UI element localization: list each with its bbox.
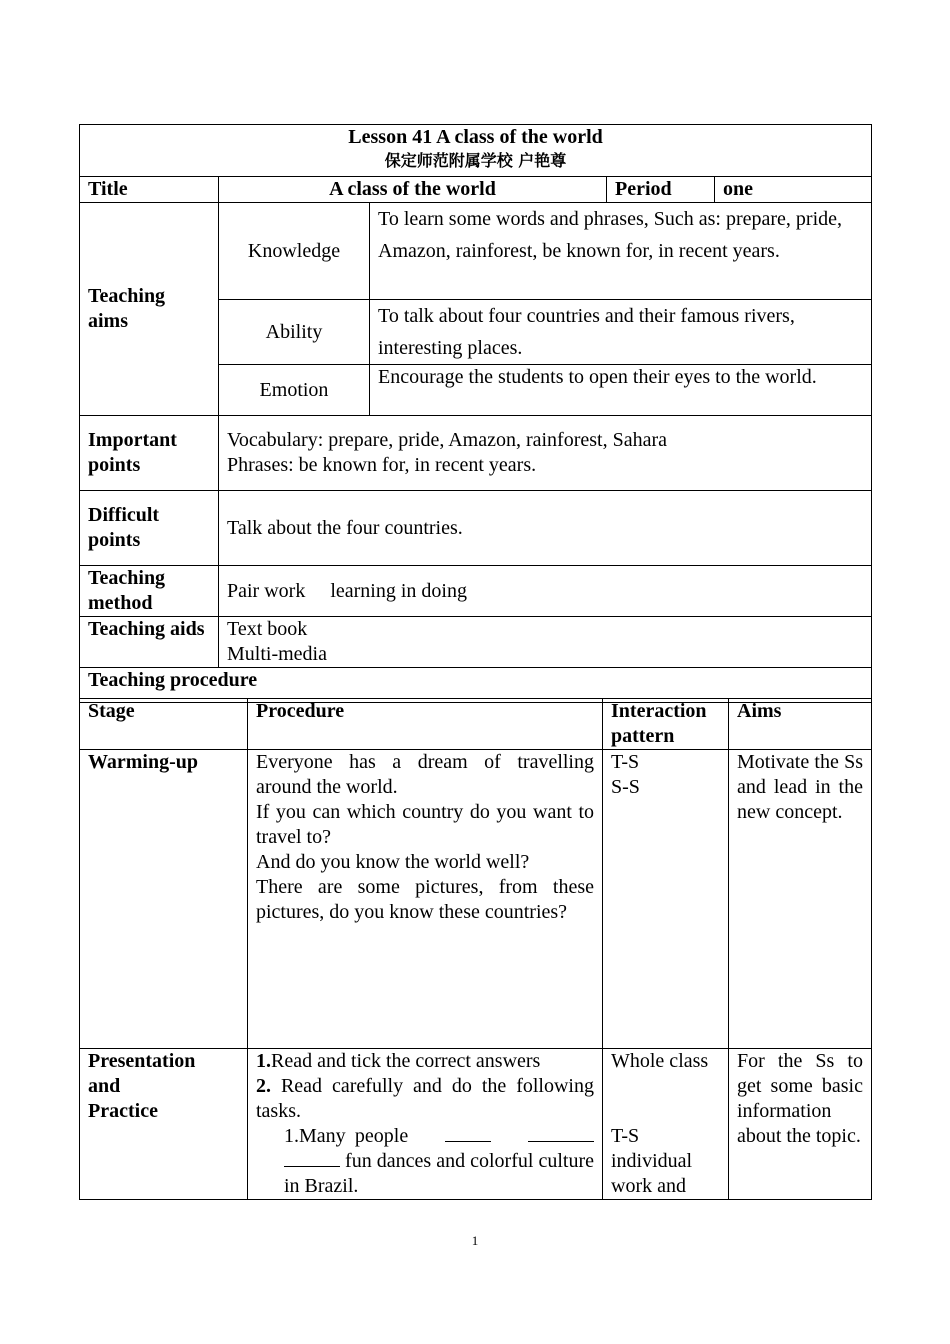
warmup-line: There are some pictures, from these pictures, do you know these countries? xyxy=(256,876,594,923)
teaching-method-text: Pair work learning in doing xyxy=(219,566,872,617)
warmup-line: Everyone has a dream of travelling around the world. xyxy=(256,751,594,798)
teaching-aids-text xyxy=(219,617,872,668)
presentation-aims: For the Ss to get some basic information about the topic. xyxy=(729,1049,872,1200)
step-2 xyxy=(256,1074,594,1124)
warmup-aims: Motivate the Ss and lead in the new concept. xyxy=(729,750,872,1049)
important-vocabulary: Vocabulary: prepare, pride, Amazon, rainforest, Sahara xyxy=(227,429,668,451)
difficult-points-label: Difficult points xyxy=(80,491,219,566)
page-number: 1 xyxy=(471,1233,479,1248)
aim-label-ability: Ability xyxy=(219,300,370,365)
step-2-text: Read carefully and do the following tasks. xyxy=(256,1075,594,1122)
title-label: Title xyxy=(80,177,219,203)
period-value: one xyxy=(715,177,872,203)
interaction-item: T-S xyxy=(611,751,640,773)
presentation-stage xyxy=(80,1049,248,1200)
aim-text-emotion: Encourage the students to open their eyes to the world. xyxy=(370,365,872,416)
teaching-aids-label: Teaching aids xyxy=(80,617,219,668)
step-1-number: 1. xyxy=(256,1050,271,1072)
period-label: Period xyxy=(607,177,715,203)
header-procedure: Procedure xyxy=(248,699,603,750)
header-interaction: Interaction pattern xyxy=(603,699,729,750)
aim-text-ability: To talk about four countries and their famous rivers, interesting places. xyxy=(370,300,872,365)
aid-multimedia: Multi-media xyxy=(227,643,327,665)
stage-line: and xyxy=(88,1075,121,1097)
lesson-header-cell xyxy=(80,125,872,177)
presentation-procedure xyxy=(248,1049,603,1200)
aim-text-knowledge: To learn some words and phrases, Such as: prepare, pride, Amazon, rainforest, be known for, in recent years. xyxy=(370,203,872,300)
spacer xyxy=(611,1074,720,1099)
important-phrases: Phrases: be known for, in recent years. xyxy=(227,454,537,476)
interaction-item: individual work and xyxy=(611,1150,693,1197)
stage-line: Practice xyxy=(88,1100,158,1122)
teaching-aims-label: Teaching aims xyxy=(80,203,219,416)
lesson-info-table xyxy=(79,124,872,703)
warmup-interaction xyxy=(603,750,729,1049)
warmup-procedure xyxy=(248,750,603,1049)
step-2-number: 2. xyxy=(256,1075,271,1097)
difficult-points-text: Talk about the four countries. xyxy=(219,491,872,566)
aim-label-emotion: Emotion xyxy=(219,365,370,416)
fill-blank xyxy=(528,1124,594,1142)
task-1-end: fun dances and colorful culture in Brazil. xyxy=(284,1150,594,1197)
important-points-label: Important points xyxy=(80,416,219,491)
title-value: A class of the world xyxy=(219,177,607,203)
teaching-procedure-heading: Teaching procedure xyxy=(80,668,872,703)
fill-blank xyxy=(445,1124,491,1142)
warmup-line: If you can which country do you want to travel to? xyxy=(256,801,594,848)
interaction-item: T-S xyxy=(611,1125,640,1147)
lesson-title: Lesson 41 A class of the world xyxy=(348,126,603,148)
lesson-author: 保定师范附属学校 户艳尊 xyxy=(384,151,567,170)
header-stage: Stage xyxy=(80,699,248,750)
teaching-method-label: Teaching method xyxy=(80,566,219,617)
header-aims: Aims xyxy=(729,699,872,750)
step-1-text: Read and tick the correct answers xyxy=(271,1050,541,1072)
interaction-item: S-S xyxy=(611,776,640,798)
warmup-stage: Warming-up xyxy=(80,750,248,1049)
interaction-item: Whole class xyxy=(611,1050,709,1072)
presentation-interaction xyxy=(603,1049,729,1200)
aim-label-knowledge: Knowledge xyxy=(219,203,370,300)
task-1-start: 1.Many people xyxy=(284,1125,409,1147)
step-1 xyxy=(256,1049,594,1074)
task-1 xyxy=(256,1124,594,1199)
warmup-line: And do you know the world well? xyxy=(256,851,530,873)
procedure-table xyxy=(79,698,872,1200)
aid-textbook: Text book xyxy=(227,618,308,640)
fill-blank xyxy=(284,1149,340,1167)
stage-line: Presentation xyxy=(88,1050,196,1072)
spacer xyxy=(611,1099,720,1124)
important-points-text xyxy=(219,416,872,491)
